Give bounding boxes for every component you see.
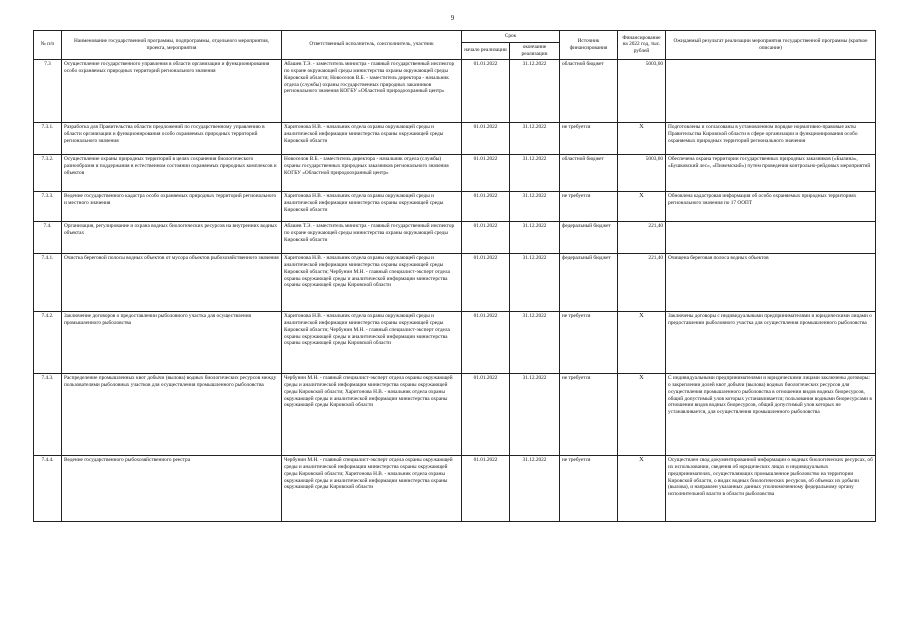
row-executor: Харитонова Н.В. - начальник отдела охраны окружающей среды и аналитической информации министерства охраны окружающей среды Кировской области (282, 122, 462, 154)
row-financing: X (618, 311, 666, 373)
row-number: 7.4.2. (34, 311, 62, 373)
row-activity-name: Заключение договоров о предоставлении рыболовного участка для осуществления промышленного рыболовства (62, 311, 282, 373)
row-executor: Чербунин М.Н. - главный специалист-эксперт отдела охраны окружающей среды и аналитической информации министерства охраны окружающей среды Кировской области; Харитонова Н.В. - начальник отдела охраны окружающей среды и аналитической информации министерства охраны окружающей среды Кировской области (282, 373, 462, 455)
row-executor: Харитонова Н.В. - начальник отдела охраны окружающей среды и аналитической информации министерства охраны окружающей среды Кировской области; Чербунин М.Н. - главный специалист-эксперт отдела охраны окружающей среды и аналитической информации министерства охраны окружающей среды Кировской области (282, 253, 462, 311)
row-funding-source: областной бюджет (560, 154, 618, 191)
row-activity-name: Осуществление охраны природных территорий в целях сохранения биологического разнообразия и поддержания в естественном состоянии охраняемых природных комплексов и объектов (62, 154, 282, 191)
table-row (34, 191, 876, 221)
row-financing: X (618, 122, 666, 154)
row-end-date: 31.12.2022 (510, 253, 560, 311)
row-financing: 221,40 (618, 253, 666, 311)
header-start: начало реализации (462, 43, 510, 60)
row-expected-result: Очищена береговая полоса водных объектов (666, 253, 876, 311)
row-funding-source: не требуется (560, 122, 618, 154)
table-row (34, 221, 876, 253)
row-start-date: 01.01.2022 (462, 154, 510, 191)
row-activity-name: Разработка для Правительства области предложений по государственному управлению в области организации и функционирования особо охраняемых природных территорий регионального значения (62, 122, 282, 154)
row-start-date: 01.01.2022 (462, 253, 510, 311)
row-end-date: 31.12.2022 (510, 59, 560, 122)
table-row (34, 154, 876, 191)
header-name: Наименование государственной программы, подпрограммы, отдельного мероприятия, проекта, мероприятия (62, 31, 282, 60)
row-expected-result: С индивидуальными предпринимателями и юридическими лицами заключены договоры: о закреплении долей квот добычи (вылова) водных биологических ресурсов для осуществления промышленного рыболовства в отношении видов водных биоресурсов, общий допустимый улов которых устанавливается; пользования водными биоресурсами в отношении видов водных биоресурсов, общий допустимый улов которых не устанавливается, для осуществления промышленного рыболовства (666, 373, 876, 455)
row-activity-name: Распределение промышленных квот добычи (вылова) водных биологических ресурсов между пользователями рыболовных участков для осуществления промышленного рыболовства (62, 373, 282, 455)
header-term: Срок (462, 31, 560, 43)
row-executor: Абашев Т.Э. - заместитель министра - главный государственный инспектор по охране окружающей среды министерства охраны окружающей среды Кировской области (282, 221, 462, 253)
row-start-date: 01.01.2022 (462, 373, 510, 455)
header-source: Источник финансирования (560, 31, 618, 60)
row-financing: X (618, 455, 666, 521)
row-funding-source: областной бюджет (560, 59, 618, 122)
row-executor: Чербунин М.Н. - главный специалист-эксперт отдела охраны окружающей среды и аналитической информации министерства охраны окружающей среды Кировской области; Харитонова Н.В. - начальник отдела охраны окружающей среды и аналитической информации министерства охраны окружающей среды Кировской области (282, 455, 462, 521)
row-financing: X (618, 191, 666, 221)
row-activity-name: Очистка береговой полосы водных объектов от мусора объектов рыбохозяйственного значения (62, 253, 282, 311)
row-number: 7.4.3. (34, 373, 62, 455)
table-row (34, 311, 876, 373)
row-start-date: 01.01.2022 (462, 191, 510, 221)
row-executor: Новоселов В.Б. - заместитель директора - начальник отдела (службы) охраны государственных природных заказников регионального значения КОГБУ «Областной природоохранный центр» (282, 154, 462, 191)
row-activity-name: Организация, регулирование и охрана водных биологических ресурсов на внутренних водных объектах (62, 221, 282, 253)
row-expected-result (666, 221, 876, 253)
row-activity-name: Ведение государственного кадастра особо охраняемых природных территорий регионального и местного значения (62, 191, 282, 221)
row-end-date: 31.12.2022 (510, 455, 560, 521)
program-table (33, 30, 876, 522)
header-num: № п/п (34, 31, 62, 60)
row-end-date: 31.12.2022 (510, 221, 560, 253)
row-number: 7.3.1. (34, 122, 62, 154)
row-executor: Абашев Т.Э. - заместитель министра - главный государственный инспектор по охране окружающей среды министерства охраны окружающей среды Кировской области; Новоселов В.Б. - заместитель директора - начальник отдела (службы) охраны государственных природных заказников регионального значения КОГБУ «Областной природоохранный центр» (282, 59, 462, 122)
table-row (34, 59, 876, 122)
table-row (34, 253, 876, 311)
row-end-date: 31.12.2022 (510, 154, 560, 191)
row-funding-source: федеральный бюджет (560, 221, 618, 253)
row-financing: 5003,60 (618, 154, 666, 191)
row-financing: X (618, 373, 666, 455)
row-activity-name: Ведение государственного рыбохозяйственного реестра (62, 455, 282, 521)
row-financing: 5003,60 (618, 59, 666, 122)
row-number: 7.3 (34, 59, 62, 122)
row-end-date: 31.12.2022 (510, 191, 560, 221)
header-executor: Ответственный исполнитель, соисполнитель, участник (282, 31, 462, 60)
row-start-date: 01.01.2022 (462, 311, 510, 373)
table-row (34, 122, 876, 154)
row-activity-name: Осуществление государственного управления в области организации и функционирования особо охраняемых природных территорий регионального значения (62, 59, 282, 122)
header-financing: Финансирование на 2022 год, тыс. рублей (618, 31, 666, 60)
row-financing: 221,40 (618, 221, 666, 253)
header-end: окончание реализации (510, 43, 560, 60)
row-number: 7.4.4. (34, 455, 62, 521)
row-number: 7.4. (34, 221, 62, 253)
row-start-date: 01.01.2022 (462, 221, 510, 253)
row-funding-source: не требуется (560, 191, 618, 221)
row-start-date: 01.01.2022 (462, 122, 510, 154)
row-funding-source: не требуется (560, 455, 618, 521)
row-start-date: 01.01.2022 (462, 455, 510, 521)
row-expected-result: Осуществлен свод документированной информации о водных биологических ресурсах, об их использовании, сведения об юридических лицах и индивидуальных предпринимателях, осуществляющих промышленное рыболовство на территории Кировской области, о видах водных биологических ресурсов, об объемах их добычи (вылова), и направлен указанных данных уполномоченному федеральному органу исполнительной власти в области рыболовства (666, 455, 876, 521)
row-number: 7.4.1. (34, 253, 62, 311)
row-funding-source: не требуется (560, 373, 618, 455)
row-executor: Харитонова Н.В. - начальник отдела охраны окружающей среды и аналитической информации министерства охраны окружающей среды Кировской области (282, 191, 462, 221)
row-expected-result: Заключены договоры с индивидуальными предпринимателями и юридическими лицами о предоставлении рыболовного участка для осуществления промышленного рыболовства (666, 311, 876, 373)
table-row (34, 455, 876, 521)
row-funding-source: не требуется (560, 311, 618, 373)
row-expected-result: Подготовлены и согласованы в установленном порядке нормативно-правовые акты Правительства Кировской области в сфере организации и функционирования особо охраняемых природных территорий регионального значения (666, 122, 876, 154)
header-result: Ожидаемый результат реализации мероприятия государственной программы (краткое описание) (666, 31, 876, 60)
row-expected-result: Обновлена кадастровая информация об особо охраняемых природных территориях регионального значения по 17 ООПТ (666, 191, 876, 221)
row-end-date: 31.12.2022 (510, 122, 560, 154)
row-end-date: 31.12.2022 (510, 311, 560, 373)
row-start-date: 01.01.2022 (462, 59, 510, 122)
row-end-date: 31.12.2022 (510, 373, 560, 455)
row-number: 7.3.3. (34, 191, 62, 221)
row-expected-result (666, 59, 876, 122)
row-funding-source: федеральный бюджет (560, 253, 618, 311)
row-expected-result: Обеспечена охрана территории государственных природных заказников («Былина», «Бушковский лес», «Пижемский») путем проведения контрольно-рейдовых мероприятий (666, 154, 876, 191)
row-executor: Харитонова Н.В. - начальник отдела охраны окружающей среды и аналитической информации министерства охраны окружающей среды Кировской области; Чербунин М.Н. - главный специалист-эксперт отдела охраны окружающей среды и аналитической информации министерства охраны окружающей среды Кировской области (282, 311, 462, 373)
page-number: 9 (450, 14, 455, 22)
row-number: 7.3.2. (34, 154, 62, 191)
table-row (34, 373, 876, 455)
